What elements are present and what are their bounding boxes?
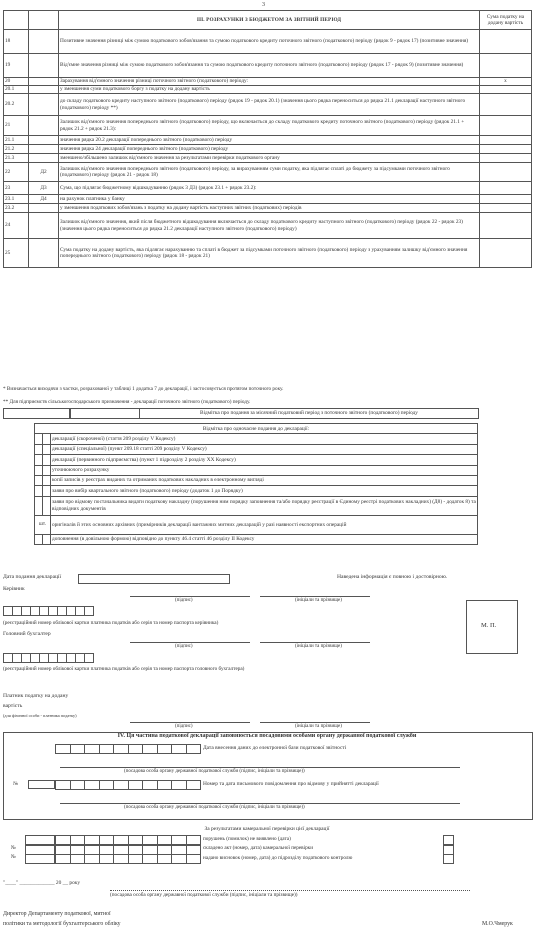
row-value-field[interactable] <box>480 86 532 94</box>
row-number: 19 <box>4 54 29 78</box>
row-value-field[interactable] <box>480 195 532 204</box>
section3-row <box>4 116 532 136</box>
audit-checkbox[interactable] <box>443 845 454 855</box>
digit-box[interactable] <box>113 845 129 855</box>
row-code <box>29 54 59 78</box>
row-number: 18 <box>4 30 29 54</box>
monthly-mark-box-2[interactable] <box>70 408 140 419</box>
digit-box[interactable] <box>171 835 187 845</box>
audit-no-label: № <box>11 844 16 851</box>
attachment-label: декларації (первинного підприємства) (пункт 1 підрозділу 2 розділу XX Кодексу) <box>51 455 478 465</box>
audit-no-label: № <box>11 854 16 860</box>
row-description: Залишок від'ємного значення попереднього звітного (податкового) періоду, що включається до складу податкового кредиту поточного звітного (податкового) періоду (рядок 21.1 + рядок 21.2 + рядок 21.3): <box>59 116 480 136</box>
attachment-row <box>35 534 478 544</box>
row-code: Д2 <box>29 163 59 182</box>
closing-line-2: політики та методології бухгалтерського обліку <box>3 921 121 927</box>
date-label: Дата подання декларації <box>3 574 62 580</box>
digit-box[interactable] <box>142 845 158 855</box>
digit-box[interactable] <box>84 744 100 754</box>
director-label: Керівник <box>3 586 25 592</box>
row-number: 23.1 <box>4 195 29 204</box>
notice-label: Номер та дата письмового повідомлення про відмову у прийнятті декларації <box>203 781 379 787</box>
row-code <box>29 154 59 163</box>
digit-box[interactable] <box>55 835 71 845</box>
attachment-row <box>35 455 478 465</box>
digit-box[interactable] <box>99 780 115 790</box>
stamp-label: М. П. <box>481 622 497 629</box>
row-code <box>29 30 59 54</box>
digit-box[interactable] <box>99 835 115 845</box>
row-number: 22 <box>4 163 29 182</box>
row-code <box>29 86 59 94</box>
row-code <box>29 145 59 154</box>
row-description: зменшено/збільшено залишок від'ємного значення за результатами перевірки податкового органу <box>59 154 480 163</box>
row-number: 21.1 <box>4 136 29 145</box>
attachment-checkbox[interactable] <box>35 434 43 444</box>
accountant-label: Головний бухгалтер <box>3 631 51 637</box>
row-number: 20.2 <box>4 94 29 116</box>
row-value-field[interactable] <box>480 30 532 54</box>
attachments-title: Відмітка про одночасне подання до декларації: <box>35 424 478 434</box>
digit-box[interactable] <box>99 845 115 855</box>
attachment-label: уточнюючого розрахунку <box>51 465 478 475</box>
attachment-checkbox[interactable] <box>35 444 43 454</box>
row-code <box>29 94 59 116</box>
attachment-checkbox[interactable] <box>35 496 43 515</box>
row-description: значення рядка 24 декларації попереднього звітного (податкового) періоду <box>59 145 480 154</box>
payer-label-2: вартість <box>3 703 23 709</box>
section3-row <box>4 213 532 239</box>
row-value-field[interactable]: х <box>480 78 532 86</box>
digit-box[interactable] <box>128 780 144 790</box>
attachment-checkbox[interactable] <box>35 465 43 475</box>
digit-box[interactable] <box>186 854 202 864</box>
section3-row <box>4 163 532 182</box>
audit-checkbox[interactable] <box>443 854 454 864</box>
section4-title: IV. Ця частина податкової декларації заповнюється посадовими особами органу державної податкової служби <box>117 733 417 739</box>
digit-box[interactable] <box>70 780 86 790</box>
digit-box[interactable] <box>186 780 202 790</box>
digit-box[interactable] <box>186 845 202 855</box>
row-value-field[interactable] <box>480 239 532 268</box>
row-description: на рахунок платника у банку <box>59 195 480 204</box>
attachment-label: копії записів у реєстрах виданих та отриманих податкових накладних в електронному вигляді <box>51 475 478 485</box>
row-number: 21.3 <box>4 154 29 163</box>
side-header: Сума податку на додану вартість <box>480 11 532 30</box>
section3-row <box>4 86 532 94</box>
row-value-field[interactable] <box>480 163 532 182</box>
row-description: до складу податкового кредиту наступного звітного (податкового) періоду (рядок 19 - рядок 20.1) (значення цього рядка переноситься до рядка 21.1 декларації наступного звітного (податкового) періоду **) <box>59 94 480 116</box>
digit-box[interactable] <box>113 744 129 754</box>
audit-item-label: порушень (помилок) не виявлено (дата) <box>203 835 291 842</box>
digit-box[interactable] <box>142 854 158 864</box>
monthly-mark-label: Відмітка про подання за місячний податковий період з поточного звітного (податкового) періоду <box>139 408 479 419</box>
footnote-1: * Визначається виходячи з частки, розрахованої у таблиці 1 додатка 7 до декларації, і застосовується протягом поточного року. <box>3 386 284 392</box>
accountant-sign-caption: (підпис) <box>175 644 193 649</box>
section3-row <box>4 30 532 54</box>
row-description: Залишок від'ємного значення, який після бюджетного відшкодування включається до складу податкового кредиту наступного звітного (податкового) періоду (рядок 22 - рядок 23) (значення цього рядка переноситься до рядка 21.2 декларації наступного звітного (податкового) періоду) <box>59 213 480 239</box>
section3-row <box>4 154 532 163</box>
audit-official-caption: (посадова особа органу державної податкової служби (підпис, ініціали та прізвище)) <box>110 892 298 898</box>
digit-box[interactable] <box>55 854 71 864</box>
digit-box[interactable] <box>84 835 100 845</box>
digit-box[interactable] <box>55 744 71 754</box>
digit-box[interactable] <box>84 854 100 864</box>
section3-row <box>4 78 532 86</box>
attachment-label: заяви про відмову постачальника видати податкову накладну (порушення ним порядку заповнення та/або порядку реєстрації в Єдиному реєстрі податкових накладних) (Д8) - додаток 8) та відповідних документів <box>51 496 478 515</box>
digit-box[interactable] <box>84 653 94 663</box>
row-description: Залишок від'ємного значення попереднього звітного (податкового) періоду, за вирахуванням суми податку, яка підлягає сплаті до бюджету за підсумками поточного звітного (податкового) періоду (рядок 21 - рядок 18) <box>59 163 480 182</box>
footnote-2: ** Для підприємств сільськогосподарського призначення - декларації поточного звітного (податкового) періоду. <box>3 399 251 405</box>
row-value-field[interactable] <box>480 116 532 136</box>
row-value-field[interactable] <box>480 204 532 213</box>
digit-box[interactable] <box>142 744 158 754</box>
row-code <box>29 116 59 136</box>
digit-box[interactable] <box>171 744 187 754</box>
attachment-row <box>35 515 478 534</box>
row-description: Сума податку на додану вартість, яка підлягає нарахуванню та сплаті в бюджет за підсумками поточного звітного (податкового) періоду з урахуванням залишку від'ємного значення попереднього звітного (податкового) періоду (рядок 18 - рядок 21) <box>59 239 480 268</box>
accountant-initials-caption: (ініціали та прізвище) <box>295 644 342 649</box>
digit-box[interactable] <box>70 854 86 864</box>
section3-title: III. РОЗРАХУНКИ З БЮДЖЕТОМ ЗА ЗВІТНИЙ ПЕРІОД <box>59 11 480 30</box>
section3-row <box>4 195 532 204</box>
digit-box[interactable] <box>99 854 115 864</box>
digit-box[interactable] <box>186 744 202 754</box>
date-field[interactable] <box>78 574 230 584</box>
section4-official-caption-2: (посадова особа органу державної податкової служби (підпис, ініціали та прізвище)) <box>124 805 305 810</box>
audit-date-line: "____" _____________ 20 __ року <box>3 880 81 886</box>
digit-box[interactable] <box>55 845 71 855</box>
row-code <box>29 136 59 145</box>
row-code: Д3 <box>29 182 59 195</box>
attachment-row <box>35 496 478 515</box>
row-number: 25 <box>4 239 29 268</box>
notice-number-field[interactable] <box>28 780 55 789</box>
attachment-label: заяви про вибір квартального звітного (податкового) періоду (додаток 1 до Порядку) <box>51 486 478 496</box>
attachment-checkbox[interactable] <box>35 475 43 485</box>
row-description: Зарахування від'ємного значення різниці поточного звітного (податкового) періоду: <box>59 78 480 86</box>
closing-name: М.О.Чмерук <box>482 921 513 927</box>
audit-item-label: складено акт (номер, дата) камеральної перевірки <box>203 845 313 851</box>
row-description: Сума, що підлягає бюджетному відшкодуванню (рядок 3 Д3) (рядок 23.1 + рядок 23.2): <box>59 182 480 195</box>
section3-row <box>4 204 532 213</box>
row-description: у зменшення податкових зобов'язань з податку на додану вартість наступних звітних (податкових) періодів <box>59 204 480 213</box>
payer-label-1: Платник податку на додану <box>3 693 69 699</box>
attachment-row <box>35 465 478 475</box>
digit-box[interactable] <box>70 835 86 845</box>
row-number: 21.2 <box>4 145 29 154</box>
confirm-text: Наведена інформація є повною і достовірною. <box>337 574 448 580</box>
digit-box[interactable] <box>113 780 129 790</box>
digit-box[interactable] <box>142 835 158 845</box>
digit-box[interactable] <box>157 744 173 754</box>
audit-item-label: надано висновок (номер, дата) до підрозділу податкового контролю <box>203 854 353 861</box>
digit-box[interactable] <box>186 835 202 845</box>
section4-official-caption-1: (посадова особа органу державної податкової служби (підпис, ініціали та прізвище)) <box>124 769 305 774</box>
digit-box[interactable] <box>113 854 129 864</box>
digit-box[interactable] <box>55 780 71 790</box>
entry-date-label: Дата внесення даних до електронної бази податкової звітності <box>203 745 347 751</box>
row-value-field[interactable] <box>480 94 532 116</box>
director-initials-caption: (ініціали та прізвище) <box>295 598 342 603</box>
row-value-field[interactable] <box>480 213 532 239</box>
row-number: 24 <box>4 213 29 239</box>
row-description: у зменшення суми податкового боргу з податку на додану вартість <box>59 86 480 94</box>
digit-box[interactable] <box>171 780 187 790</box>
row-value-field[interactable] <box>480 54 532 78</box>
row-number: 21 <box>4 116 29 136</box>
digit-box[interactable] <box>70 744 86 754</box>
digit-box[interactable] <box>171 845 187 855</box>
row-description: Від'ємне значення різниці між сумою податкового зобов'язання та сумою податкового кредиту поточного звітного (податкового) періоду (рядок 17 - рядок 9) (позитивне значення) <box>59 54 480 78</box>
stamp-box <box>466 600 518 654</box>
audit-number-field[interactable] <box>25 835 55 845</box>
digit-box[interactable] <box>171 854 187 864</box>
payer-sign-caption: (підпис) <box>175 724 193 729</box>
section3-row <box>4 54 532 78</box>
attachment-row <box>35 444 478 454</box>
row-number: 20.1 <box>4 86 29 94</box>
digit-box[interactable] <box>128 835 144 845</box>
digit-box[interactable] <box>128 845 144 855</box>
attachment-checkbox[interactable] <box>35 486 43 496</box>
digit-box[interactable] <box>70 845 86 855</box>
attachment-checkbox[interactable] <box>35 534 43 544</box>
digit-box[interactable] <box>84 845 100 855</box>
audit-number-field[interactable] <box>25 845 55 855</box>
row-value-field[interactable] <box>480 182 532 195</box>
attachment-label: оригіналів й этих основних архівних (примірників декларації вантажних митних декларацій у разі наявності експортних операцій <box>51 515 478 534</box>
section3-table <box>3 10 532 268</box>
digit-box[interactable] <box>128 744 144 754</box>
row-code: Д4 <box>29 195 59 204</box>
digit-box[interactable] <box>157 780 173 790</box>
row-value-field[interactable] <box>480 136 532 145</box>
audit-title: За результатами камеральної перевірки цієї декларації <box>204 826 330 832</box>
payer-caption: (для фізичної особи - платника податку) <box>3 713 77 718</box>
director-sign-caption: (підпис) <box>175 598 193 603</box>
attachment-checkbox[interactable] <box>35 455 43 465</box>
row-value-field[interactable] <box>480 154 532 163</box>
digit-box[interactable] <box>157 845 173 855</box>
monthly-mark-box[interactable] <box>3 408 70 419</box>
row-code <box>29 239 59 268</box>
attachment-label: декларації (скороченої) (стаття 209 розділу V Кодексу) <box>51 434 478 444</box>
row-description: значення рядка 20.2 декларації попереднього звітного (податкового) періоду <box>59 136 480 145</box>
attachment-label: декларації (спеціальної) (пункт 209.18 статті 209 розділу V Кодексу) <box>51 444 478 454</box>
digit-box[interactable] <box>84 780 100 790</box>
attachment-row <box>35 434 478 444</box>
section3-row <box>4 136 532 145</box>
digit-box[interactable] <box>113 835 129 845</box>
attachment-row <box>35 475 478 485</box>
section3-row <box>4 145 532 154</box>
section4-no-label: № <box>13 781 19 787</box>
page-number: 3 <box>262 2 265 8</box>
section3-row <box>4 182 532 195</box>
attachment-row <box>35 486 478 496</box>
row-number: 23.2 <box>4 204 29 213</box>
section3-row <box>4 239 532 268</box>
row-code <box>29 78 59 86</box>
accountant-id-caption: (реєстраційний номер облікової картки платника податків або серія та номер паспорта головного бухгалтера) <box>3 666 245 672</box>
section3-row <box>4 94 532 116</box>
row-value-field[interactable] <box>480 145 532 154</box>
closing-line-1: Директор Департаменту податкової, митної <box>3 911 111 917</box>
attachments-table <box>34 423 478 545</box>
digit-box[interactable] <box>99 744 115 754</box>
digit-box[interactable] <box>128 854 144 864</box>
digit-box[interactable] <box>157 835 173 845</box>
row-number: 20 <box>4 78 29 86</box>
audit-checkbox[interactable] <box>443 835 454 845</box>
director-id-caption: (реєстраційний номер облікової картки платника податків або серія та номер паспорта керівника) <box>3 620 219 626</box>
row-code <box>29 204 59 213</box>
qty-label: шт. <box>35 515 51 534</box>
row-description: Позитивне значення різниці між сумою податкового зобов'язання та сумою податкового кредиту поточного звітного (податкового) періоду (рядок 9 - рядок 17) (позитивне значення) <box>59 30 480 54</box>
payer-initials-caption: (ініціали та прізвище) <box>295 724 342 729</box>
row-number: 23 <box>4 182 29 195</box>
attachment-label: доповнення (в довільною формою) відповідно до пункту 46.4 статті 46 розділу II Кодексу <box>51 534 478 544</box>
digit-box[interactable] <box>157 854 173 864</box>
digit-box[interactable] <box>142 780 158 790</box>
audit-number-field[interactable] <box>25 854 55 864</box>
row-code <box>29 213 59 239</box>
digit-box[interactable] <box>84 606 94 616</box>
